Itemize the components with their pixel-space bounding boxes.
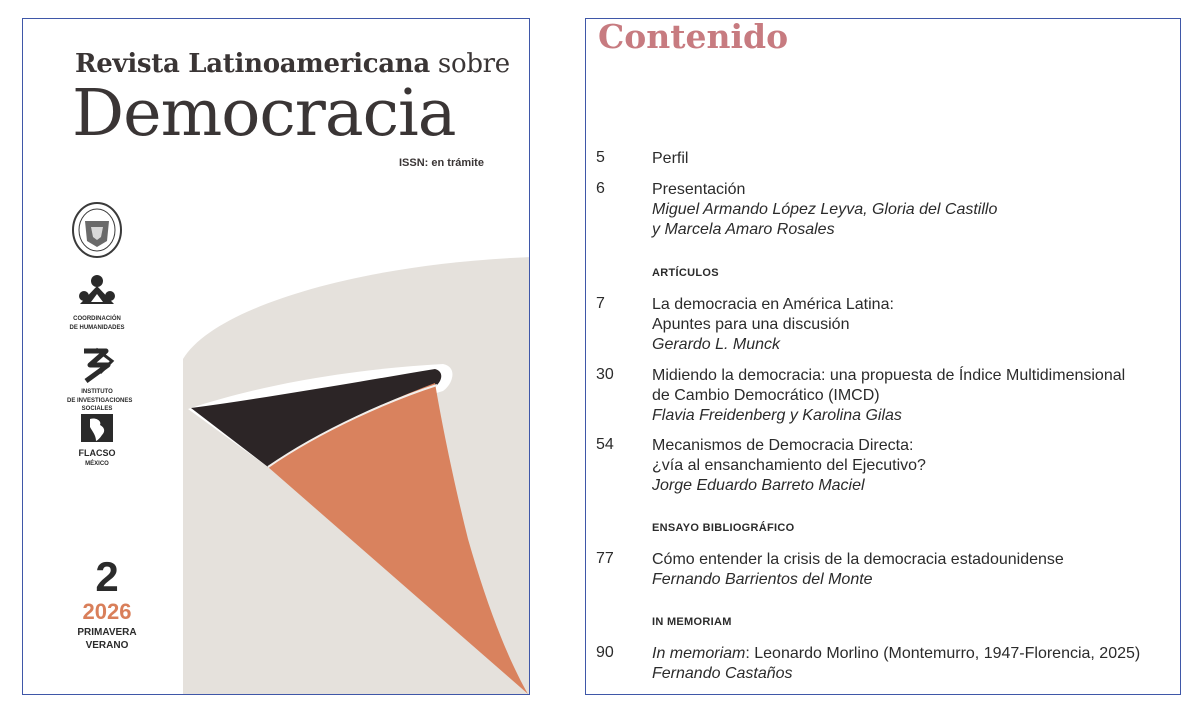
flacso-logo (67, 413, 127, 467)
cover-year: 2026 (82, 599, 132, 624)
entry-title: Perfil (652, 150, 689, 167)
cover-issn: ISSN: en trámite (399, 157, 484, 169)
entry-page-number: 5 (596, 149, 605, 166)
entry-page-number: 77 (596, 550, 614, 567)
table-of-contents (585, 18, 1181, 695)
cover-title-main: Democracia (72, 76, 456, 151)
coordinacion-humanidades-logo (67, 274, 127, 331)
journal-cover (22, 18, 530, 695)
flacso-caption-1: FLACSO (78, 448, 116, 458)
entry-page-number: 30 (596, 366, 614, 383)
humanidades-icon (76, 274, 118, 310)
entry-title (652, 644, 1172, 664)
entry-author: y Marcela Amaro Rosales (652, 221, 835, 238)
cover-season (67, 627, 147, 652)
cover-issue-number: 2 (95, 553, 119, 600)
cover-title-bold: sobre (437, 49, 510, 79)
toc-heading: Contenido (598, 18, 789, 56)
entry-title: Mecanismos de Democracia Directa: (652, 437, 914, 454)
entry-author: Jorge Eduardo Barreto Maciel (652, 477, 865, 494)
entry-page-number: 6 (596, 180, 605, 197)
unam-seal-icon (71, 201, 123, 259)
entry-title: Presentación (652, 181, 746, 198)
entry-title: Midiendo la democracia: una propuesta de Índice Multidimensional (652, 367, 1126, 384)
iis-caption-2: DE INVESTIGACIONES (67, 397, 133, 404)
entry-title: ¿vía al ensanchamiento del Ejecutivo? (652, 457, 926, 474)
entry-title: de Cambio Democrático (IMCD) (652, 387, 880, 404)
entry-page-number: 90 (596, 644, 614, 661)
cover-season-line2: VERANO (85, 639, 129, 651)
iis-caption-1: INSTITUTO (81, 389, 113, 395)
entry-title: Apuntes para una discusión (652, 316, 850, 333)
entry-author: Gerardo L. Munck (652, 336, 781, 353)
flacso-caption-2: MÉXICO (85, 460, 109, 467)
cover-season-line1: PRIMAVERA (77, 627, 137, 638)
entry-author: Miguel Armando López Leyva, Gloria del Castillo (652, 201, 998, 218)
unam-logo (67, 201, 127, 263)
iis-icon (78, 347, 116, 383)
section-heading-ensayo: ENSAYO BIBLIOGRÁFICO (652, 522, 795, 534)
iis-caption-3: SOCIALES (81, 406, 113, 413)
entry-author: Flavia Freidenberg y Karolina Gilas (652, 407, 902, 424)
section-heading-articulos: ARTÍCULOS (652, 267, 719, 279)
entry-author: Fernando Castaños (652, 665, 793, 682)
entry-title: Cómo entender la crisis de la democracia estadounidense (652, 551, 1064, 568)
iis-logo (67, 347, 133, 413)
entry-title-rest: : Leonardo Morlino (Montemurro, 1947-Florencia, 2025) (745, 645, 1141, 662)
cover-title-regular: Revista Latinoamericana (75, 49, 430, 79)
entry-page-number: 54 (596, 436, 614, 453)
flacso-map-icon (80, 413, 114, 443)
entry-author: Fernando Barrientos del Monte (652, 571, 873, 588)
section-heading-memoriam: IN MEMORIAM (652, 616, 732, 628)
humanidades-caption-1: COORDINACIÓN (73, 316, 121, 322)
entry-page-number: 7 (596, 295, 605, 312)
entry-title-italic: In memoriam (652, 645, 746, 662)
entry-title: La democracia en América Latina: (652, 296, 894, 313)
humanidades-caption-2: DE HUMANIDADES (69, 324, 125, 331)
